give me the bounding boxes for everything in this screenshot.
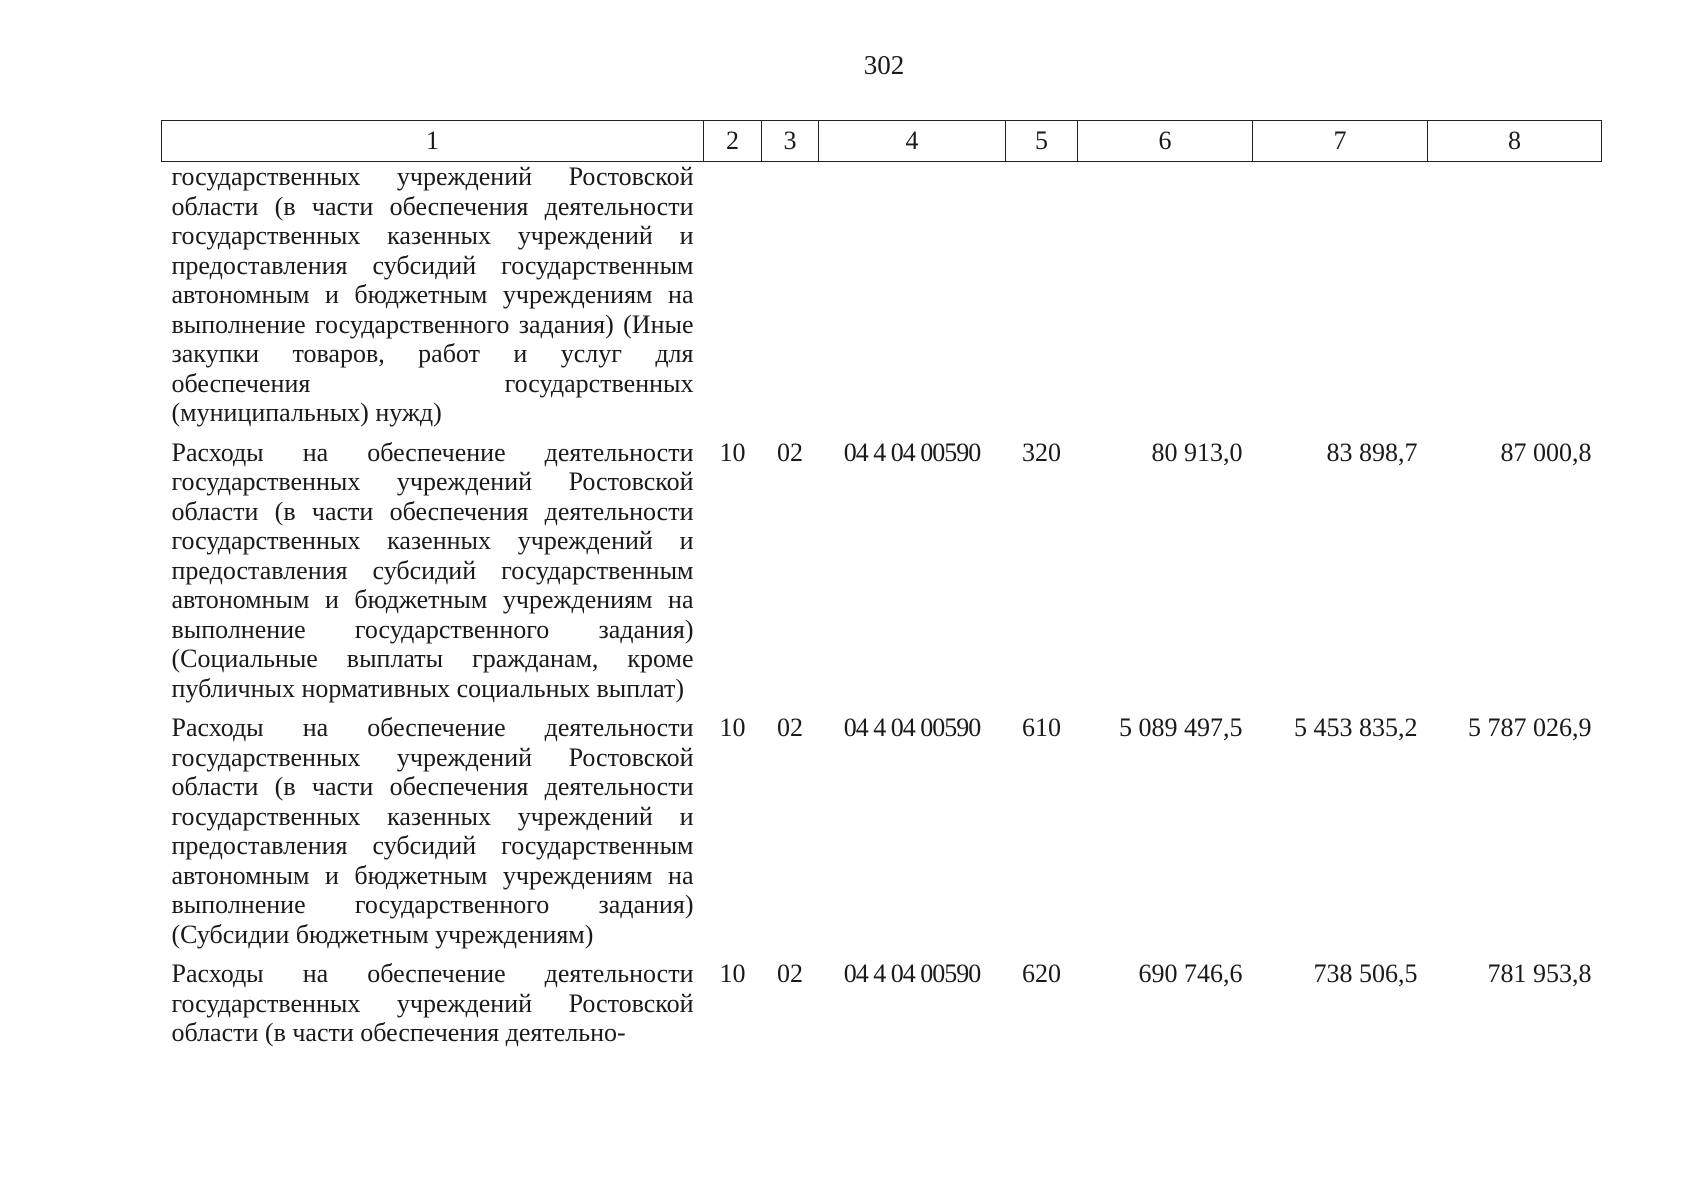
row-description: государственных учреждений Ростовской области (в части обеспечения деятельности государственных казенных учреждений и предоставления субсидий государственным автономным и бюджетным учреждениям на выполнение государственного задания) (Иные закупки товаров, работ и услуг для обеспечения государственных (муниципальных) нужд) bbox=[171, 162, 694, 427]
row-amount-year-3 bbox=[1428, 162, 1602, 438]
row-amount-year-3: 5 787 026,9 bbox=[1468, 713, 1592, 742]
table-row bbox=[162, 959, 1602, 1058]
header-col-8: 8 bbox=[1428, 121, 1602, 162]
row-amount-year-1: 690 746,6 bbox=[1138, 959, 1243, 988]
table-header bbox=[162, 121, 1602, 162]
header-col-1: 1 bbox=[162, 121, 704, 162]
table-row bbox=[162, 162, 1602, 438]
header-col-7: 7 bbox=[1253, 121, 1428, 162]
row-amount-year-2: 738 506,5 bbox=[1313, 959, 1418, 988]
row-amount-year-1: 5 089 497,5 bbox=[1119, 713, 1243, 742]
row-description: Расходы на обеспечение деятельности государственных учреждений Ростовской области (в части обеспечения деятельности государственных казенных учреждений и предоставления субсидий государственным автономным и бюджетным учреждениям на выполнение государственного задания) (Субсидии бюджетным учреждениям) bbox=[171, 713, 694, 949]
table-row bbox=[162, 713, 1602, 959]
page-number: 302 bbox=[863, 50, 905, 80]
header-col-3: 3 bbox=[762, 121, 819, 162]
row-subsection: 02 bbox=[777, 959, 803, 988]
row-expense-type: 610 bbox=[1022, 713, 1061, 742]
header-col-5: 5 bbox=[1006, 121, 1078, 162]
row-amount-year-2: 5 453 835,2 bbox=[1294, 713, 1418, 742]
row-amount-year-3: 781 953,8 bbox=[1487, 959, 1592, 988]
row-section: 10 bbox=[719, 959, 746, 988]
row-target-article: 04 4 04 00590 bbox=[843, 959, 981, 988]
row-description: Расходы на обеспечение деятельности государственных учреждений Ростовской области (в части обеспечения деятельно- bbox=[171, 959, 694, 1047]
row-target-article: 04 4 04 00590 bbox=[843, 713, 981, 742]
header-col-4: 4 bbox=[819, 121, 1006, 162]
row-subsection: 02 bbox=[777, 437, 803, 467]
row-target-article: 04 4 04 00590 bbox=[843, 437, 981, 467]
table-row bbox=[162, 438, 1602, 714]
header-col-2: 2 bbox=[704, 121, 762, 162]
row-amount-year-3: 87 000,8 bbox=[1500, 437, 1592, 467]
row-amount-year-1 bbox=[1078, 162, 1253, 438]
table-body bbox=[162, 162, 1602, 1058]
row-section: 10 bbox=[719, 437, 746, 467]
row-section: 10 bbox=[719, 713, 746, 742]
row-amount-year-2 bbox=[1253, 162, 1428, 438]
row-target-article bbox=[819, 162, 1006, 438]
row-expense-type bbox=[1006, 162, 1078, 438]
row-expense-type: 320 bbox=[1022, 437, 1061, 467]
budget-table bbox=[161, 120, 1602, 1058]
row-amount-year-1: 80 913,0 bbox=[1151, 437, 1243, 467]
row-subsection: 02 bbox=[777, 713, 803, 742]
row-section bbox=[704, 162, 762, 438]
row-description: Расходы на обеспечение деятельности государственных учреждений Ростовской области (в части обеспечения деятельности государственных казенных учреждений и предоставления субсидий государственным автономным и бюджетным учреждениям на выполнение государственного задания) (Социальные выплаты гражданам, кроме публичных нормативных социальных выплат) bbox=[171, 437, 694, 703]
row-subsection bbox=[762, 162, 819, 438]
row-amount-year-2: 83 898,7 bbox=[1326, 437, 1418, 467]
row-expense-type: 620 bbox=[1022, 959, 1061, 988]
header-col-6: 6 bbox=[1078, 121, 1253, 162]
header-row bbox=[162, 121, 1602, 162]
